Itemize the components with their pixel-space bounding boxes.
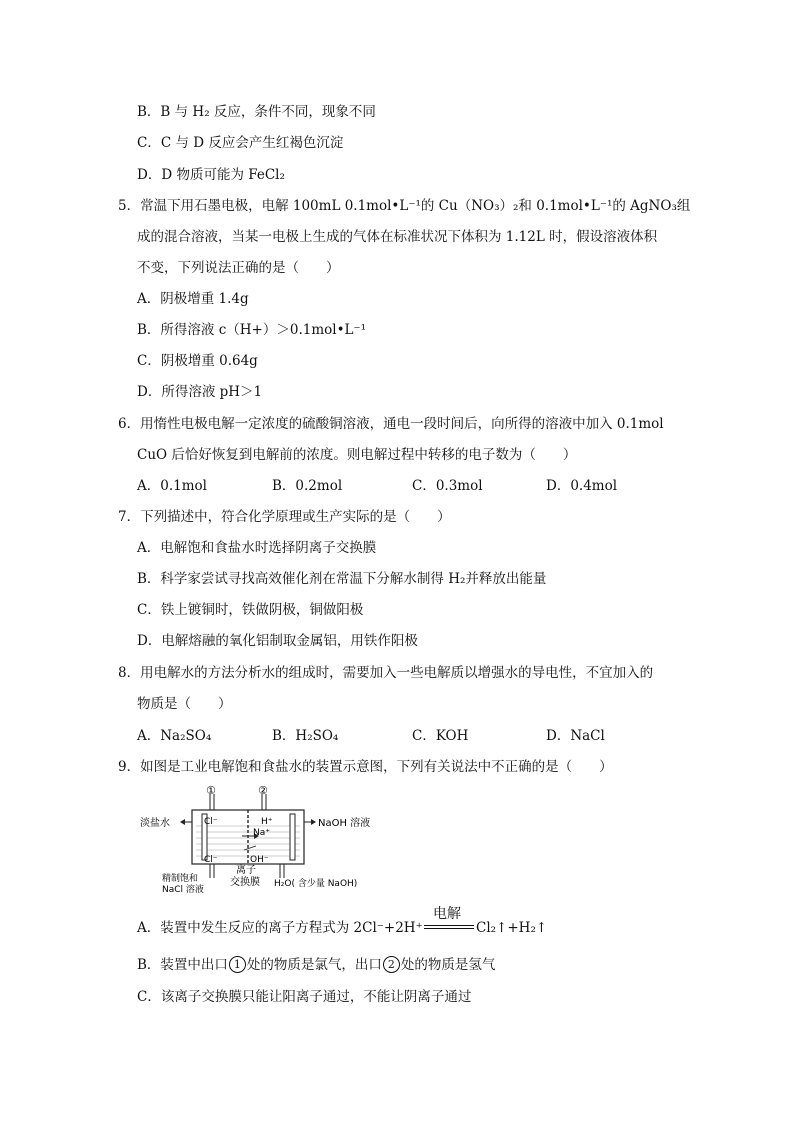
q9-option-c: C．该离子交换膜只能让阳离子通过，不能让阴离子通过 bbox=[137, 989, 472, 1005]
q8-option-a: A．Na₂SO₄ bbox=[137, 728, 212, 744]
feed-label-line2: NaCl 溶液 bbox=[162, 885, 204, 895]
q6-option-c: C．0.3mol bbox=[412, 478, 483, 494]
q9-option-a-post: Cl₂↑+H₂↑ bbox=[476, 920, 548, 936]
q5-option-b: B．所得溶液 c（H+）＞0.1mol•L⁻¹ bbox=[137, 322, 367, 338]
q5-stem-line3: 不变，下列说法正确的是（ ） bbox=[137, 260, 340, 276]
q8-option-b: B．H₂SO₄ bbox=[272, 728, 339, 744]
q6-stem-line2: CuO 后恰好恢复到电解前的浓度。则电解过程中转移的电子数为（ ） bbox=[137, 447, 577, 463]
q8-option-c: C．KOH bbox=[412, 728, 469, 744]
oh-ion-label: OH⁻ bbox=[250, 855, 269, 865]
circled-number-1: 1 bbox=[229, 956, 246, 973]
q8-stem-line1: 8．用电解水的方法分析水的组成时，需要加入一些电解质以增强水的导电性，不宜加入的 bbox=[118, 665, 654, 681]
h-ion-label: H⁺ bbox=[261, 817, 273, 827]
q9-option-b-mid: 处的物质是氯气，出口 bbox=[246, 957, 382, 973]
q9-stem: 9．如图是工业电解饱和食盐水的装置示意图，下列有关说法中不正确的是（ ） bbox=[118, 759, 613, 775]
q6-option-b: B．0.2mol bbox=[272, 478, 343, 494]
q5-stem-line2: 成的混合溶液，当某一电极上生成的气体在标准状况下体积为 1.12L 时，假设溶液体积 bbox=[137, 229, 658, 245]
q9-option-b bbox=[137, 955, 495, 975]
membrane-label-line2: 交换膜 bbox=[230, 877, 260, 888]
naoh-solution-label: NaOH 溶液 bbox=[318, 818, 371, 829]
q6-option-a: A．0.1mol bbox=[137, 478, 207, 494]
q9-option-a-condition: 电解 bbox=[433, 906, 461, 922]
q9-option-a-pre: A．装置中发生反应的离子方程式为 2Cl⁻+2H⁺ bbox=[137, 920, 423, 936]
q7-option-c: C．铁上镀铜时，铁做阴极，铜做阳极 bbox=[137, 602, 364, 618]
q6-option-d: D．0.4mol bbox=[546, 478, 618, 494]
q4-option-b: B．B 与 H₂ 反应，条件不同，现象不同 bbox=[137, 104, 376, 120]
outlet-1-label: ① bbox=[206, 786, 216, 797]
na-ion-label: Na⁺ bbox=[253, 828, 270, 838]
dilute-brine-label: 淡盐水 bbox=[140, 818, 170, 829]
q6-stem-line1: 6．用惰性电极电解一定浓度的硫酸铜溶液，通电一段时间后，向所得的溶液中加入 0.1mol bbox=[118, 416, 664, 432]
q5-option-a: A．阴极增重 1.4g bbox=[137, 291, 249, 307]
q4-option-c: C．C 与 D 反应会产生红褐色沉淀 bbox=[137, 135, 344, 151]
circled-number-2: 2 bbox=[383, 956, 400, 973]
q9-option-b-post: 处的物质是氢气 bbox=[400, 957, 496, 973]
q7-option-a: A．电解饱和食盐水时选择阴离子交换膜 bbox=[137, 540, 377, 556]
feed-label-line1: 精制饱和 bbox=[162, 874, 199, 884]
cl-ion-bottom-label: Cl⁻ bbox=[204, 855, 218, 865]
water-feed-label: H₂O( 含少量 NaOH) bbox=[274, 879, 358, 889]
q5-option-c: C．阴极增重 0.64g bbox=[137, 353, 258, 369]
q5-stem-line1: 5．常温下用石墨电极，电解 100mL 0.1mol•L⁻¹的 Cu（NO₃）₂和 0.1mol•L⁻¹的 AgNO₃组 bbox=[118, 198, 691, 214]
q8-option-d: D．NaCl bbox=[546, 728, 605, 744]
q8-stem-line2: 物质是（ ） bbox=[137, 696, 232, 712]
q7-option-b: B．科学家尝试寻找高效催化剂在常温下分解水制得 H₂并释放出能量 bbox=[137, 571, 547, 587]
outlet-2-label: ② bbox=[258, 786, 268, 797]
q7-option-d: D．电解熔融的氧化铝制取金属铝，用铁作阳极 bbox=[137, 633, 418, 649]
equation-double-bar-bottom bbox=[424, 928, 474, 929]
q4-option-d: D．D 物质可能为 FeCl₂ bbox=[137, 167, 285, 183]
membrane-label-line1: 离子 bbox=[236, 865, 256, 876]
q7-stem: 7．下列描述中，符合化学原理或生产实际的是（ ） bbox=[118, 509, 451, 525]
q9-option-b-pre: B．装置中出口 bbox=[137, 957, 228, 973]
electrolysis-apparatus-diagram bbox=[140, 786, 380, 896]
equation-double-bar-top bbox=[424, 925, 474, 926]
q5-option-d: D．所得溶液 pH＞1 bbox=[137, 384, 263, 400]
cl-ion-top-label: Cl⁻ bbox=[204, 817, 218, 827]
